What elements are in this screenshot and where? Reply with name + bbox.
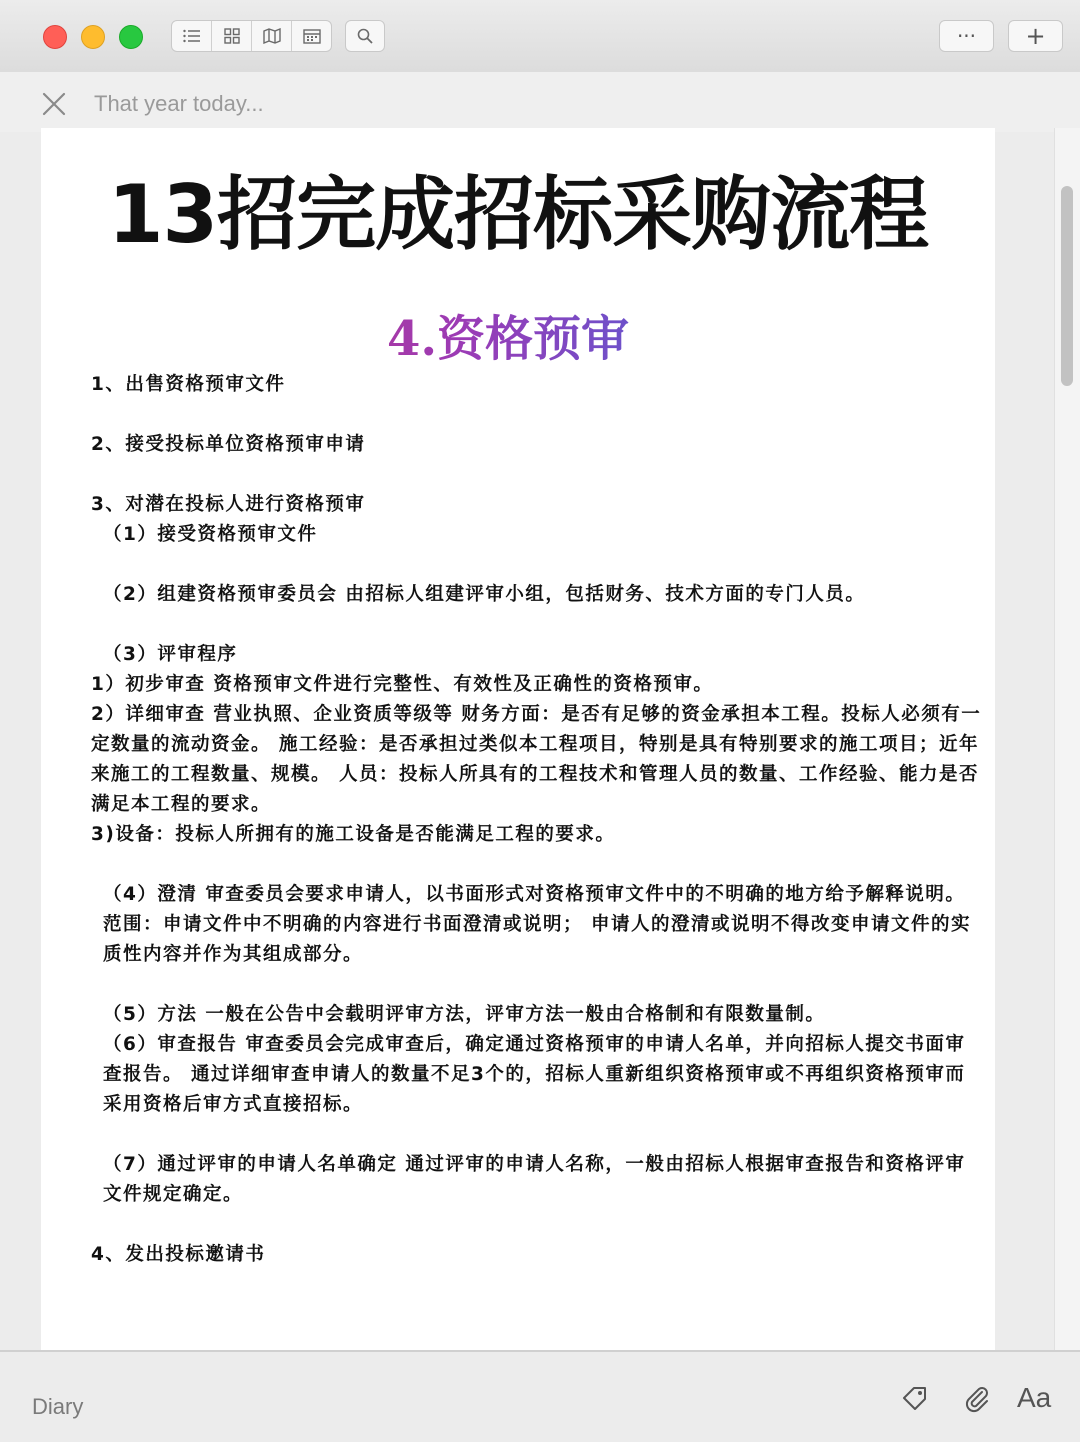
paragraph: （6）审查报告 审查委员会完成审查后，确定通过资格预审的申请人名单，并向招标人提交书面审查报告。 通过详细审查申请人的数量不足3个的，招标人重新组织资格预审或不再组织资格预审而采用资格后审方式直接招标。 — [103, 1034, 966, 1115]
paragraph-gap — [91, 850, 983, 880]
search-icon — [357, 28, 373, 44]
paragraph: 2、接受投标单位资格预审申请 — [91, 434, 366, 455]
scrollbar-thumb[interactable] — [1061, 186, 1073, 386]
window-titlebar — [0, 0, 1080, 73]
more-label: ··· — [956, 24, 977, 48]
map-view-button[interactable] — [252, 21, 292, 51]
paragraph: （5）方法 一般在公告中会载明评审方法，评审方法一般由合格制和有限数量制。 — [103, 1004, 826, 1025]
paragraph-gap — [91, 1210, 983, 1240]
tag-icon[interactable] — [900, 1384, 930, 1414]
add-label: + — [1025, 22, 1046, 50]
text-format-button[interactable]: Aa — [1017, 1382, 1052, 1413]
paragraph: 3、对潜在投标人进行资格预审 — [91, 494, 366, 515]
paragraph-gap — [91, 550, 983, 580]
paragraph: 1）初步审查 资格预审文件进行完整性、有效性及正确性的资格预审。 — [91, 674, 714, 695]
close-icon[interactable] — [40, 90, 68, 118]
paragraph-gap — [91, 460, 983, 490]
section-heading: 4.资格预审 — [41, 300, 975, 369]
map-icon — [263, 28, 281, 44]
grid-view-button[interactable] — [212, 21, 252, 51]
body-text — [91, 370, 983, 1270]
paragraph-gap — [91, 610, 983, 640]
add-entry-button[interactable] — [1008, 20, 1063, 52]
paragraph: （1）接受资格预审文件 — [103, 524, 318, 545]
paragraph-gap — [91, 970, 983, 1000]
paragraph: 3)设备：投标人所拥有的施工设备是否能满足工程的要求。 — [91, 824, 616, 845]
entry-title-field[interactable]: That year today... — [94, 91, 264, 116]
paragraph-gap — [91, 1120, 983, 1150]
search-button[interactable] — [345, 20, 385, 52]
view-switcher — [171, 20, 332, 52]
paragraph: （7）通过评审的申请人名单确定 通过评审的申请人名称，一般由招标人根据审查报告和资格评审文件规定确定。 — [103, 1154, 966, 1205]
paragraph: 4、发出投标邀请书 — [91, 1244, 266, 1265]
calendar-icon — [303, 28, 321, 44]
paragraph: （2）组建资格预审委员会 由招标人组建评审小组，包括财务、技术方面的专门人员。 — [103, 584, 866, 605]
paragraph-gap — [91, 400, 983, 430]
page-heading: 13招完成招标采购流程 — [107, 168, 929, 261]
entry-image — [41, 128, 995, 1350]
journal-selector[interactable]: Diary — [32, 1394, 84, 1419]
list-icon — [183, 29, 201, 43]
more-button[interactable] — [939, 20, 994, 52]
paragraph: 2）详细审查 营业执照、企业资质等级等 财务方面：是否有足够的资金承担本工程。投标人必须有一定数量的流动资金。 施工经验：是否承担过类似本工程项目，特别是具有特别要求的施工项目；近年来施工的工程数量、规模。 人员：投标人所具有的工程技术和管理人员的数量、工作经验、能力是否满足本工程的要求。 — [91, 704, 982, 815]
paragraph: 1、出售资格预审文件 — [91, 374, 286, 395]
paragraph: （3）评审程序 — [103, 644, 238, 665]
attachment-icon[interactable] — [962, 1384, 992, 1414]
close-window-button[interactable] — [43, 25, 67, 49]
list-view-button[interactable] — [172, 21, 212, 51]
zoom-window-button[interactable] — [119, 25, 143, 49]
paragraph: （4）澄清 审查委员会要求申请人，以书面形式对资格预审文件中的不明确的地方给予解释说明。 范围：申请文件中不明确的内容进行书面澄清或说明； 申请人的澄清或说明不得改变申请文件的实质性内容并作为其组成部分。 — [103, 884, 971, 965]
minimize-window-button[interactable] — [81, 25, 105, 49]
calendar-view-button[interactable] — [292, 21, 331, 51]
grid-icon — [224, 28, 240, 44]
